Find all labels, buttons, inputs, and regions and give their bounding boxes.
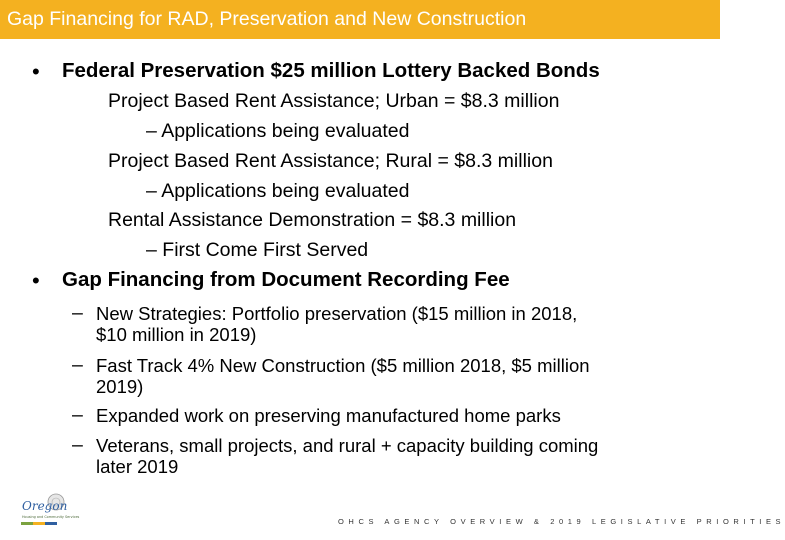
- list-item-status: [146, 180, 409, 203]
- list-item-label: Rental Assistance Demonstration = $8.3 million: [108, 209, 517, 231]
- list-item-line: New Strategies: Portfolio preservation ($15 million in 2018,: [96, 303, 578, 324]
- list-item-line: 2019): [96, 376, 144, 397]
- logo-subtitle: Housing and Community Services: [22, 515, 80, 519]
- list-item-line: Fast Track 4% New Construction ($5 million 2018, $5 million: [96, 355, 590, 376]
- list-item-status: [146, 120, 409, 143]
- dash-marker: –: [146, 120, 157, 142]
- list-item-line: Expanded work on preserving manufactured home parks: [96, 405, 561, 426]
- list-item-line: Veterans, small projects, and rural + capacity building coming: [96, 435, 599, 456]
- dash-marker: –: [146, 239, 157, 261]
- list-item-label: Project Based Rent Assistance; Urban = $8.3 million: [108, 90, 560, 112]
- list-item: [96, 405, 561, 426]
- list-item-line: later 2019: [96, 456, 179, 477]
- list-item: [96, 355, 590, 397]
- list-item-status: [146, 239, 368, 262]
- status-text: Applications being evaluated: [161, 120, 410, 142]
- bullet-marker: •: [32, 59, 40, 84]
- dash-marker: –: [72, 404, 83, 426]
- dash-marker: –: [72, 354, 83, 376]
- bullet-heading: Gap Financing from Document Recording Fee: [62, 268, 510, 291]
- status-text: First Come First Served: [162, 239, 369, 261]
- title-bar: [0, 0, 720, 39]
- list-item-line: $10 million in 2019): [96, 324, 257, 345]
- dash-marker: –: [72, 434, 83, 456]
- logo-name: Oregon: [22, 499, 68, 513]
- footer-text: OHCS AGENCY OVERVIEW & 2019 LEGISLATIVE PRIORITIES: [338, 517, 785, 526]
- oregon-logo-icon: [18, 492, 80, 528]
- slide-title: Gap Financing for RAD, Preservation and New Construction: [7, 8, 527, 30]
- bullet-marker: •: [32, 268, 40, 293]
- oregon-logo: [18, 492, 80, 528]
- dash-marker: –: [146, 180, 157, 202]
- bullet-heading: Federal Preservation $25 million Lottery Backed Bonds: [62, 59, 600, 82]
- dash-marker: –: [72, 302, 83, 324]
- list-item: [96, 303, 577, 345]
- list-item-label: Project Based Rent Assistance; Rural = $8.3 million: [108, 150, 553, 172]
- status-text: Applications being evaluated: [161, 180, 410, 202]
- list-item: [96, 435, 598, 477]
